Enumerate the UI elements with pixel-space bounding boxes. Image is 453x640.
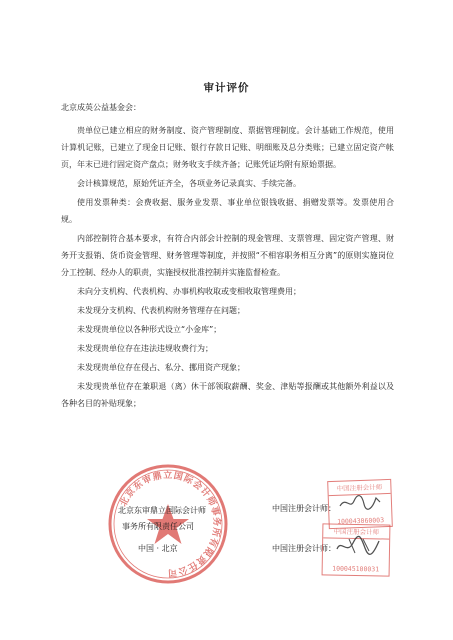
paragraph-accounting: 会计核算规范，原始凭证齐全，各项业务记录真实、手续完备。 xyxy=(77,179,301,188)
cpa-signature-label-1: 中国注册会计师： xyxy=(272,504,336,513)
document-title: 审计评价 xyxy=(203,82,250,94)
salutation: 北京成英公益基金会： xyxy=(61,103,141,112)
seal-text: 北京东审鼎立国际会计师事务所有限责任公司 xyxy=(118,470,222,578)
document-body xyxy=(61,122,394,412)
firm-name-line1: 北京东审鼎立国际会计师 xyxy=(118,506,206,515)
paragraph-invoices: 使用发票种类：会费收据、服务业发票、事业单位银钱收据、捐赠发票等。发票使用合规。 xyxy=(61,198,394,224)
finding-asset-misuse: 未发现贵单位存在侵占、私分、挪用资产现象； xyxy=(77,363,245,372)
cpa-stamp-2-number: 100045100031 xyxy=(332,564,380,574)
finding-branch-management: 未发现分支机构、代表机构财务管理存在问题； xyxy=(77,306,245,315)
signature-2-icon xyxy=(335,533,383,559)
paragraph-financial-systems: 贵单位已建立相应的财务制度、资产管理制度、票据管理制度。会计基础工作规范，使用计算机记账，已建立了现金日记账、银行存款日记账、明细账及总分类账；已建立固定资产帐页，年末已进行固定资产盘点；财务收支手续齐备；记账凭证均附有原始票据。 xyxy=(61,126,394,169)
cpa-signature-label-2: 中国注册会计师： xyxy=(272,544,336,553)
cpa-stamp-1-header: 中国注册会计师 xyxy=(328,480,390,496)
paragraph-internal-control: 内部控制符合基本要求，有符合内部会计控制的现金管理、支票管理、固定资产管理、财务开支报销、货币资金管理、财务管理等制度，并按照“不相容职务相互分离”的原则实施岗位分工控制、经办人的职责，实施授权批准控制并实施监督检查。 xyxy=(61,234,394,277)
finding-management-fee: 未向分支机构、代表机构、办事机构收取或变相收取管理费用； xyxy=(77,287,301,296)
cpa-stamp-2-header: 中国注册会计师 xyxy=(323,524,389,539)
cpa-stamp-1-number: 100043060003 xyxy=(336,516,385,526)
finding-slush-fund: 未发现贵单位以各种形式设立“小金库”； xyxy=(77,325,222,334)
firm-name-line2: 事务所有限责任公司 xyxy=(122,522,194,531)
firm-city: 中国 · 北京 xyxy=(138,544,178,553)
finding-retired-cadre-pay: 未发现贵单位存在兼职退（离）休干部领取薪酬、奖金、津贴等报酬或其他额外利益以及各种名目的补贴现象； xyxy=(61,382,394,408)
auditor-firm-name xyxy=(118,503,278,535)
finding-illegal-fees: 未发现贵单位存在违法违规收费行为； xyxy=(77,344,213,353)
signature-1-icon xyxy=(338,492,382,514)
